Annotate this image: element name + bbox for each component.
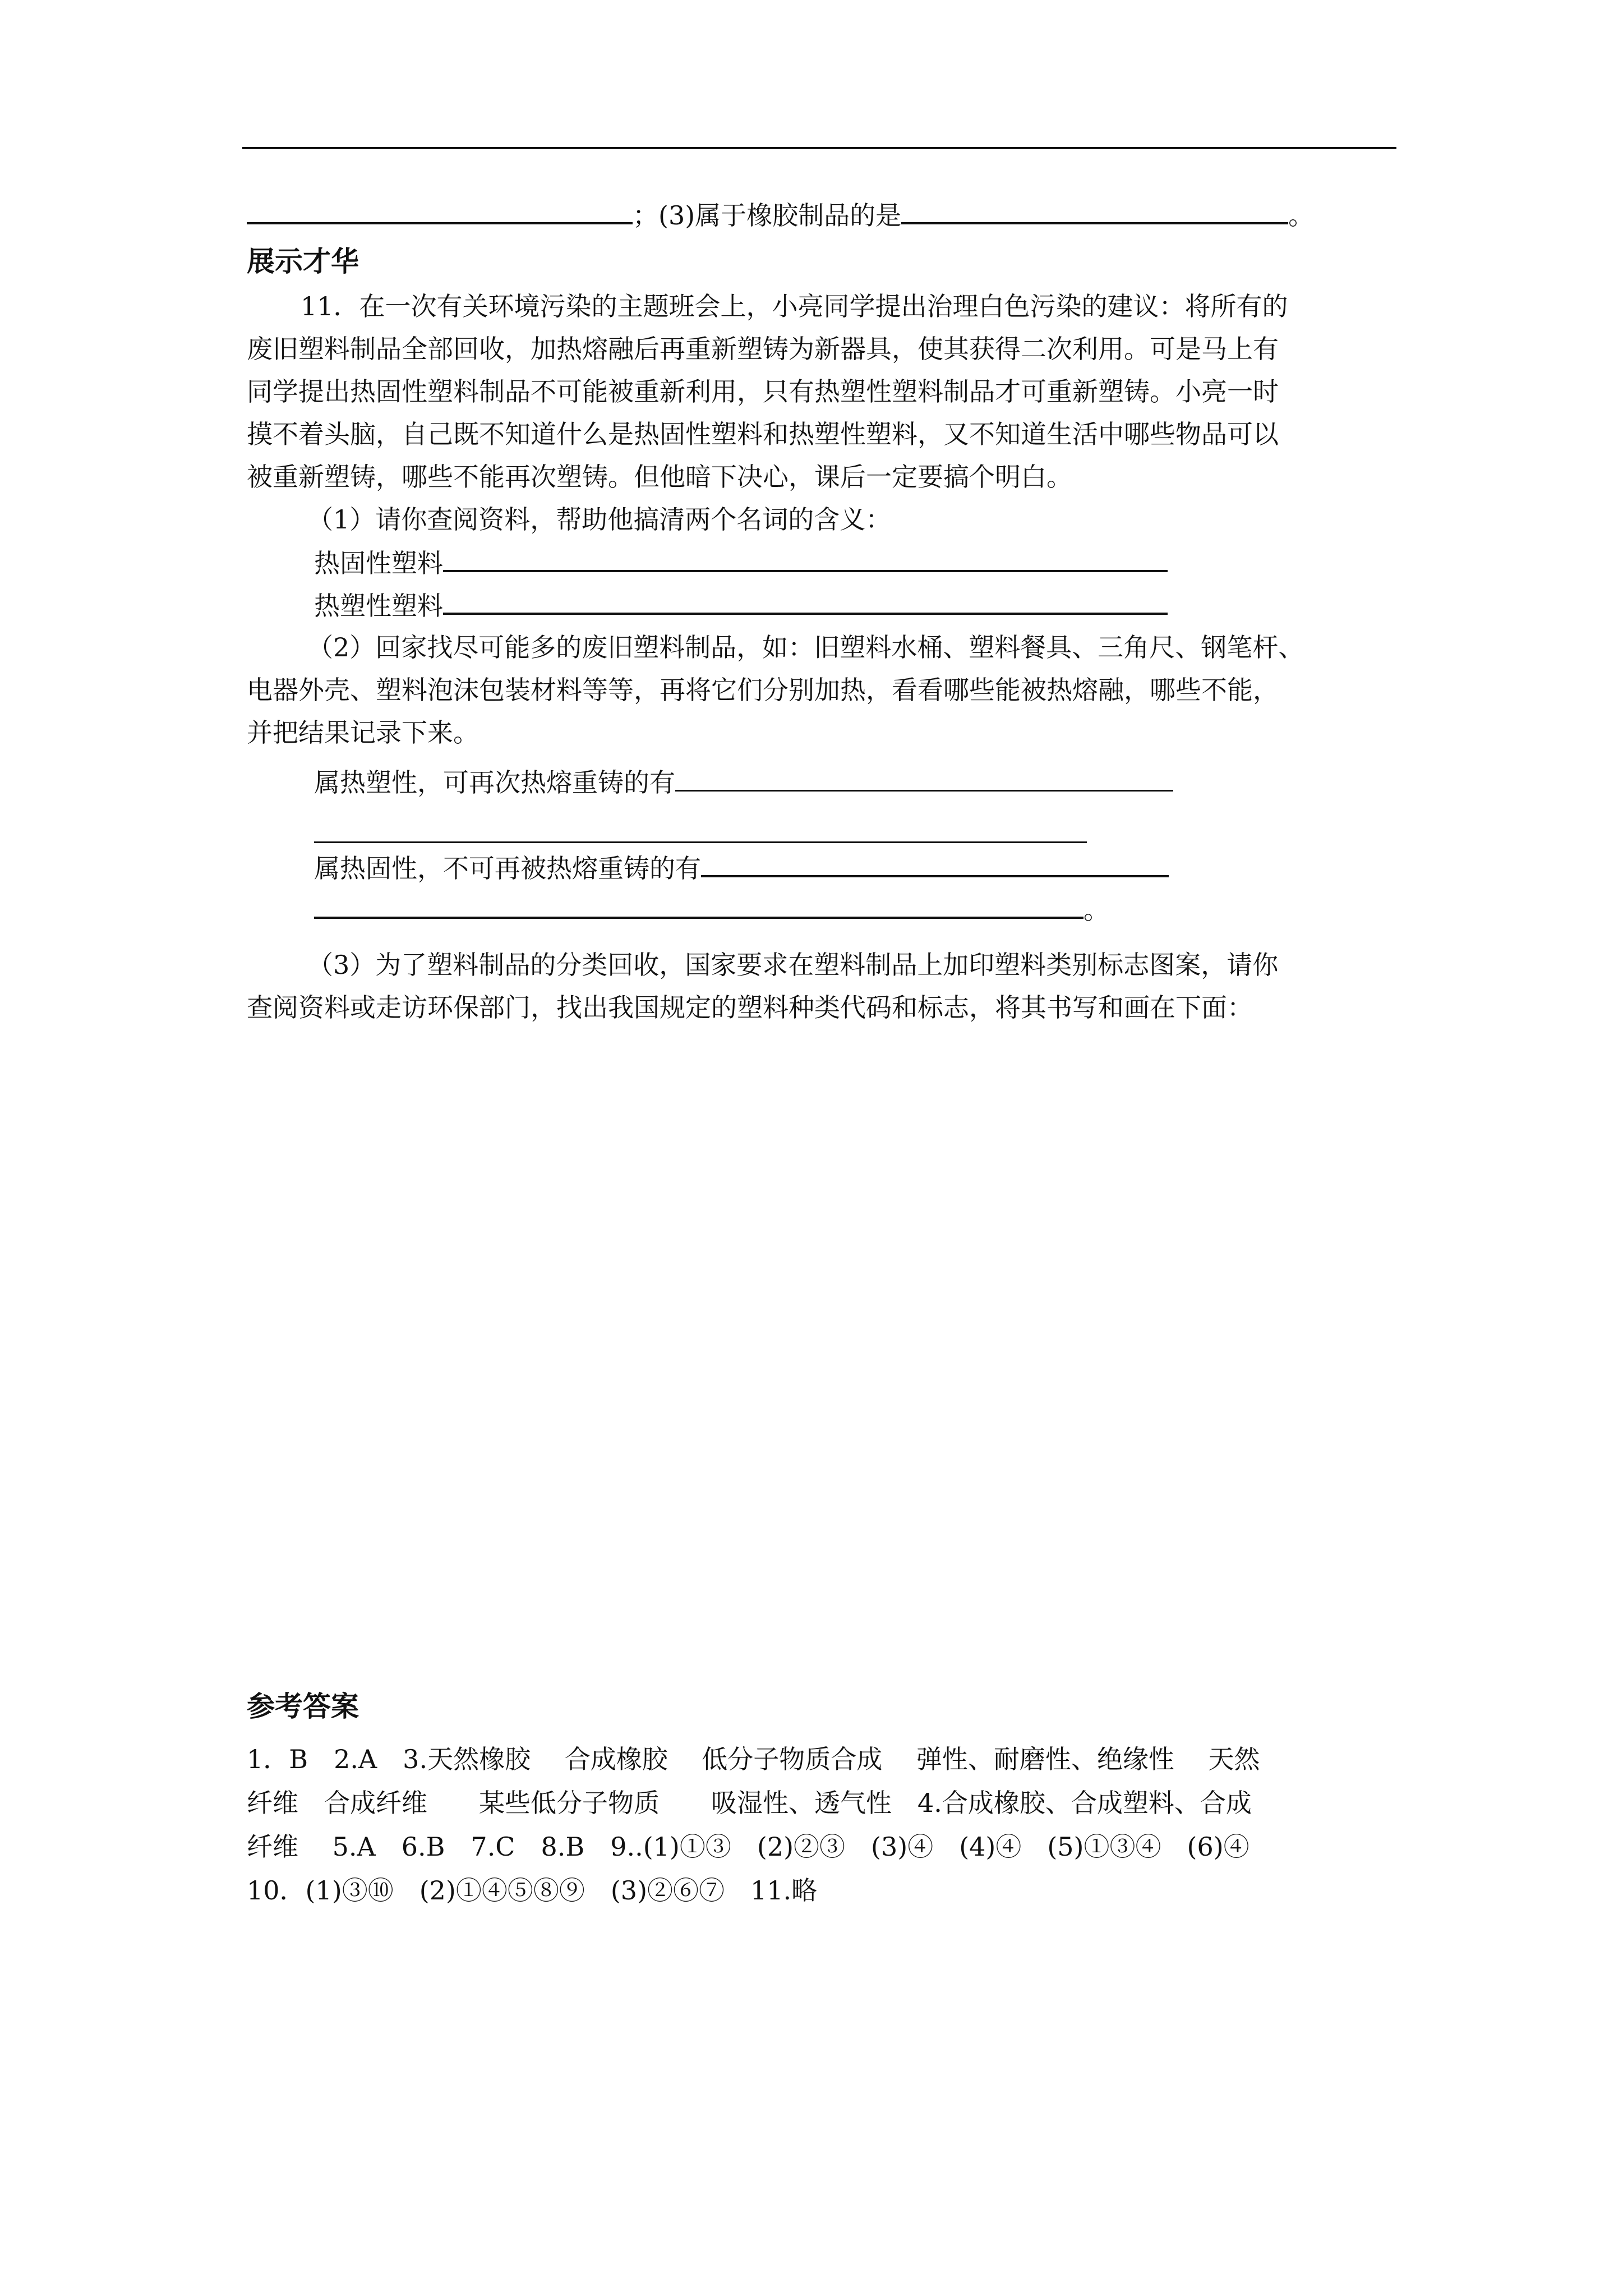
- thermoset-blank-2[interactable]: [314, 892, 1083, 919]
- q11-part2-line-3: 并把结果记录下来。: [247, 717, 479, 748]
- answer-blank[interactable]: [247, 197, 633, 224]
- q11-line-5: 被重新塑铸，哪些不能再次塑铸。但他暗下决心，课后一定要搞个明白。: [247, 462, 1072, 492]
- q11-line-2: 废旧塑料制品全部回收，加热熔融后再重新塑铸为新器具，使其获得二次利用。可是马上有: [247, 334, 1279, 364]
- thermoset-row-2: [314, 892, 1109, 927]
- thermoset-row: [314, 850, 1169, 885]
- term1-label: 热固性塑料: [314, 548, 443, 578]
- answer-blank[interactable]: [901, 197, 1288, 224]
- q11-part1-prompt: （1）请你查阅资料，帮助他搞清两个名词的含义：: [307, 504, 892, 535]
- thermoset-label: 属热固性，不可再被热熔重铸的有: [314, 853, 701, 884]
- thermoset-end: 。: [1083, 895, 1109, 925]
- answers-line-1: 1．B 2.A 3.天然橡胶 合成橡胶 低分子物质合成 弹性、耐磨性、绝缘性 天然: [247, 1744, 1260, 1774]
- header-rule: [242, 147, 1396, 149]
- thermoplastic-blank[interactable]: [675, 765, 1173, 792]
- q11-line-4: 摸不着头脑，自己既不知道什么是热固性塑料和热塑性塑料，又不知道生活中哪些物品可以: [247, 419, 1279, 449]
- answers-line-4: 10．(1)③⑩ (2)①④⑤⑧⑨ (3)②⑥⑦ 11.略: [247, 1875, 818, 1906]
- q11-part2-line-1: （2）回家找尽可能多的废旧塑料制品，如：旧塑料水桶、塑料餐具、三角尺、钢笔杆、: [307, 632, 1304, 662]
- top-fill-line: [247, 197, 1314, 232]
- semicolon: ；: [633, 200, 658, 231]
- answers-line-2: 纤维 合成纤维 某些低分子物质 吸湿性、透气性 4.合成橡胶、合成塑料、合成: [247, 1788, 1252, 1818]
- term2-blank[interactable]: [443, 588, 1168, 615]
- term2-row: [314, 588, 1168, 623]
- thermoplastic-row: [314, 765, 1173, 799]
- item3-text: (3)属于橡胶制品的是: [658, 200, 902, 231]
- term1-blank[interactable]: [443, 545, 1168, 572]
- section-heading: 展示才华: [247, 245, 359, 278]
- thermoplastic-blank-2[interactable]: [314, 841, 1087, 843]
- term1-row: [314, 545, 1168, 580]
- end-mark: 。: [1288, 200, 1315, 231]
- thermoset-blank[interactable]: [701, 850, 1169, 877]
- q11-line-3: 同学提出热固性塑料制品不可能被重新利用，只有热塑性塑料制品才可重新塑铸。小亮一时: [247, 376, 1279, 407]
- q11-line-1: 11．在一次有关环境污染的主题班会上，小亮同学提出治理白色污染的建议：将所有的: [301, 291, 1288, 321]
- q11-part2-line-2: 电器外壳、塑料泡沫包装材料等等，再将它们分别加热，看看哪些能被热熔融，哪些不能，: [247, 675, 1279, 705]
- term2-label: 热塑性塑料: [314, 591, 443, 621]
- q11-part3-line-1: （3）为了塑料制品的分类回收，国家要求在塑料制品上加印塑料类别标志图案，请你: [307, 950, 1279, 980]
- thermoplastic-label: 属热塑性，可再次热熔重铸的有: [314, 767, 675, 798]
- answers-heading: 参考答案: [247, 1690, 359, 1723]
- q11-part3-line-2: 查阅资料或走访环保部门，找出我国规定的塑料种类代码和标志，将其书写和画在下面：: [247, 992, 1253, 1023]
- answers-line-3: 纤维 5.A 6.B 7.C 8.B 9..(1)①③ (2)②③ (3)④ (4)④ (5)①③④ (6)④: [247, 1832, 1249, 1862]
